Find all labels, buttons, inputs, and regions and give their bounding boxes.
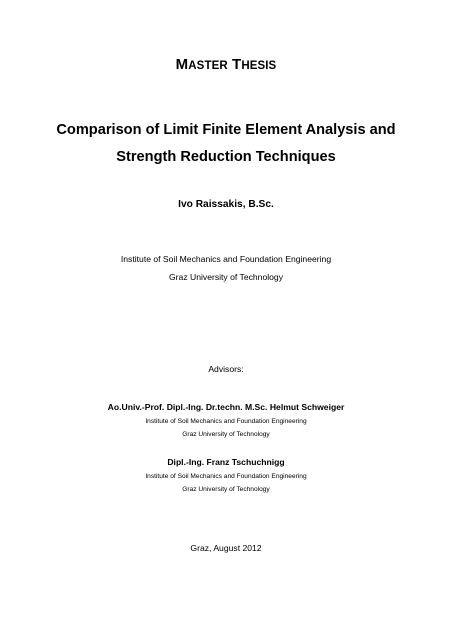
- document-type-rest-1: ASTER: [188, 60, 228, 72]
- advisors-label: Advisors:: [208, 364, 244, 374]
- author-name: Ivo Raissakis, B.Sc.: [178, 199, 274, 210]
- advisor-1-institute: Institute of Soil Mechanics and Foundation Engineering: [145, 418, 307, 425]
- advisor-2-institute: Institute of Soil Mechanics and Foundation Engineering: [145, 473, 307, 480]
- advisor-1-name: Ao.Univ.-Prof. Dipl.-Ing. Dr.techn. M.Sc. Helmut Schweiger: [107, 402, 345, 412]
- document-type-heading: [0, 57, 452, 73]
- university-name: Graz University of Technology: [169, 272, 283, 282]
- thesis-title-line-1: Comparison of Limit Finite Element Analysis and: [56, 122, 396, 138]
- institute-name: Institute of Soil Mechanics and Foundation Engineering: [120, 254, 332, 264]
- document-type-initial-1: M: [175, 56, 189, 73]
- advisor-1-university: Graz University of Technology: [182, 431, 270, 438]
- document-type-initial-2: T: [232, 56, 242, 73]
- place-and-date: Graz, August 2012: [190, 543, 262, 553]
- advisor-2-name: Dipl.-Ing. Franz Tschuchnigg: [167, 457, 285, 467]
- thesis-title-line-2: Strength Reduction Techniques: [116, 149, 336, 165]
- document-type-rest-2: HESIS: [241, 60, 277, 72]
- advisor-2-university: Graz University of Technology: [182, 486, 270, 493]
